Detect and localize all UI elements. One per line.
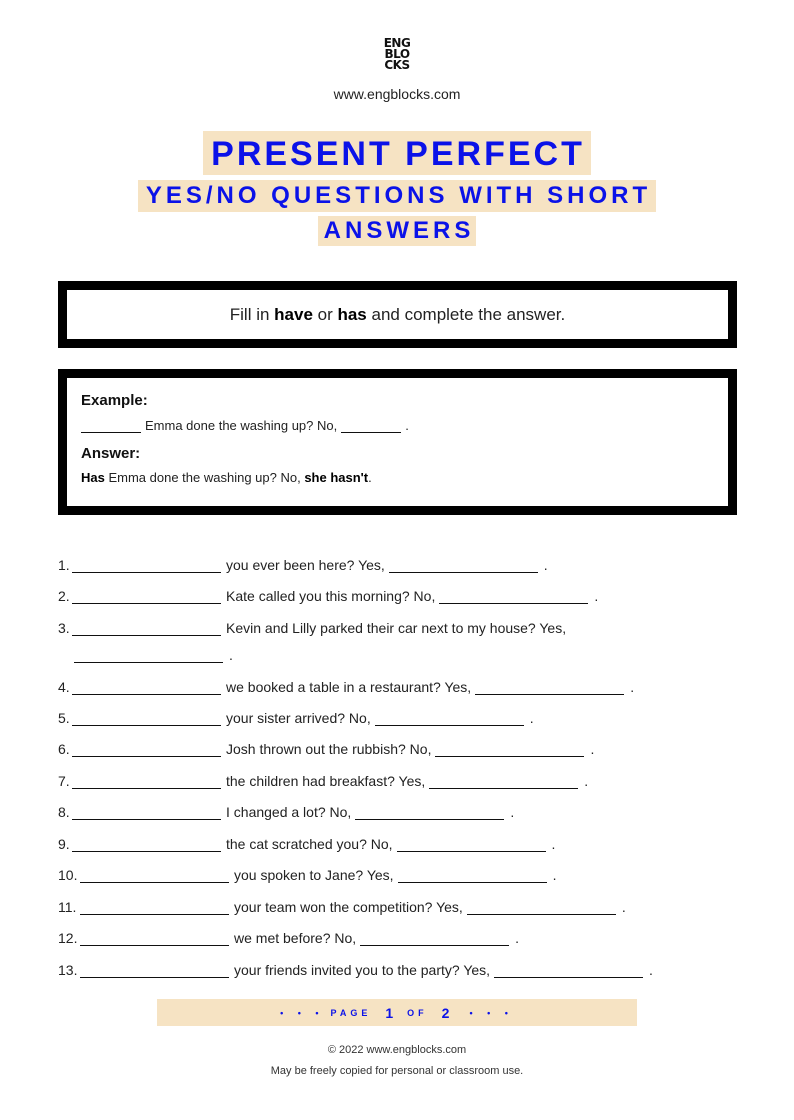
question-end: . [552, 867, 557, 883]
question-text: we met before? No, [234, 930, 357, 946]
pagination-of-word: OF [407, 1007, 428, 1018]
question-end: . [584, 773, 589, 789]
question-text: your sister arrived? No, [226, 710, 371, 726]
instruction-part: or [312, 304, 338, 324]
question-blank[interactable] [72, 622, 221, 636]
question-end: . [229, 647, 233, 663]
answer-blank[interactable] [435, 743, 584, 757]
answer-text: Emma done the washing up? No, [104, 470, 305, 485]
answer-blank[interactable] [74, 649, 223, 663]
answer-blank[interactable] [375, 712, 524, 726]
question-number: 9. [58, 836, 70, 852]
example-blank [81, 421, 141, 433]
example-question-text: Emma done the washing up? No, [145, 418, 338, 433]
answer-label: Answer: [81, 445, 141, 462]
question-row [58, 865, 556, 883]
question-row [58, 897, 626, 915]
answer-short: she hasn't [304, 470, 369, 485]
subtitle-line-2: ANSWERS [318, 216, 477, 246]
question-blank[interactable] [72, 712, 221, 726]
question-number: 10. [58, 867, 78, 883]
logo-line-2: BLO [384, 47, 410, 61]
question-number: 4. [58, 679, 70, 695]
pagination-current: 1 [385, 1004, 394, 1021]
pagination-dots-right: • • • [469, 1007, 514, 1018]
instruction-box [58, 281, 737, 348]
question-text: Kate called you this morning? No, [226, 588, 436, 604]
question-row-continuation [74, 645, 233, 663]
answer-blank[interactable] [355, 806, 504, 820]
question-blank[interactable] [80, 869, 229, 883]
question-blank[interactable] [72, 590, 221, 604]
example-box [58, 369, 737, 515]
logo-line-1: ENG [383, 36, 411, 50]
answer-blank[interactable] [439, 590, 588, 604]
question-number: 12. [58, 930, 78, 946]
instruction-text [230, 305, 565, 325]
question-text: I changed a lot? No, [226, 804, 352, 820]
question-number: 2. [58, 588, 70, 604]
page-title: PRESENT PERFECT [203, 131, 591, 175]
subtitle-line-2-wrap [0, 216, 794, 246]
example-answer-blank [341, 421, 401, 433]
question-number: 7. [58, 773, 70, 789]
subtitle-line-1: YES/NO QUESTIONS WITH SHORT [138, 180, 656, 212]
question-row [58, 618, 570, 636]
answer-blank[interactable] [398, 869, 547, 883]
question-end: . [649, 962, 653, 978]
question-end: . [594, 588, 599, 604]
question-blank[interactable] [72, 806, 221, 820]
question-text: you spoken to Jane? Yes, [234, 867, 394, 883]
answer-blank[interactable] [397, 838, 546, 852]
question-number: 11. [58, 899, 77, 915]
question-end: . [630, 679, 635, 695]
instruction-have: have [274, 304, 313, 324]
question-blank[interactable] [72, 559, 221, 573]
question-number: 5. [58, 710, 70, 726]
answer-end: . [368, 470, 372, 485]
question-blank[interactable] [80, 932, 229, 946]
question-row [58, 928, 519, 946]
question-blank[interactable] [72, 681, 221, 695]
question-end: . [590, 741, 595, 757]
question-row [58, 771, 588, 789]
question-row [58, 708, 534, 726]
question-row [58, 802, 514, 820]
question-number: 8. [58, 804, 70, 820]
question-text: we booked a table in a restaurant? Yes, [226, 679, 472, 695]
answer-has: Has [81, 470, 105, 485]
question-text: you ever been here? Yes, [226, 557, 385, 573]
question-blank[interactable] [72, 775, 221, 789]
answer-blank[interactable] [494, 964, 643, 978]
instruction-part: Fill in [229, 304, 275, 324]
question-row [58, 555, 548, 573]
answer-blank[interactable] [389, 559, 538, 573]
question-row [58, 586, 598, 604]
question-row [58, 739, 594, 757]
question-number: 13. [58, 962, 78, 978]
example-answer [81, 470, 728, 485]
answer-blank[interactable] [467, 901, 616, 915]
question-end: . [510, 804, 515, 820]
question-blank[interactable] [72, 838, 221, 852]
instruction-has: has [337, 304, 367, 324]
example-label: Example: [81, 392, 148, 409]
question-blank[interactable] [80, 901, 229, 915]
question-blank[interactable] [72, 743, 221, 757]
question-text: the cat scratched you? No, [226, 836, 393, 852]
footer-copyright: © 2022 www.engblocks.com [327, 1044, 467, 1056]
question-number: 6. [58, 741, 70, 757]
subtitle-line-1-wrap [0, 180, 794, 212]
question-end: . [529, 710, 534, 726]
question-text: the children had breakfast? Yes, [226, 773, 426, 789]
pagination-bar [157, 999, 637, 1026]
example-question [81, 418, 728, 433]
question-text: your friends invited you to the party? Yes, [234, 962, 491, 978]
question-end: . [551, 836, 556, 852]
example-question-end: . [405, 418, 409, 433]
title-main-wrap [0, 131, 794, 175]
engblocks-logo [377, 38, 417, 71]
question-number: 3. [58, 620, 70, 636]
question-row [58, 834, 555, 852]
answer-blank[interactable] [429, 775, 578, 789]
instruction-part: and complete the answer. [366, 304, 566, 324]
question-row [58, 960, 653, 978]
pagination-page-word: PAGE [330, 1007, 372, 1018]
pagination-total: 2 [441, 1004, 450, 1021]
question-row [58, 677, 634, 695]
question-end: . [515, 930, 520, 946]
logo-line-3: CKS [384, 58, 410, 72]
question-text: Josh thrown out the rubbish? No, [226, 741, 432, 757]
pagination-dots-left: • • • [280, 1007, 325, 1018]
question-text: Kevin and Lilly parked their car next to my house? Yes, [226, 620, 567, 636]
question-end: . [543, 557, 548, 573]
answer-blank[interactable] [360, 932, 509, 946]
answer-blank[interactable] [475, 681, 624, 695]
footer-note: May be freely copied for personal or classroom use. [270, 1065, 524, 1077]
site-url: www.engblocks.com [333, 86, 461, 102]
question-end: . [621, 899, 626, 915]
question-number: 1. [58, 557, 70, 573]
question-blank[interactable] [80, 964, 229, 978]
question-text: your team won the competition? Yes, [234, 899, 463, 915]
